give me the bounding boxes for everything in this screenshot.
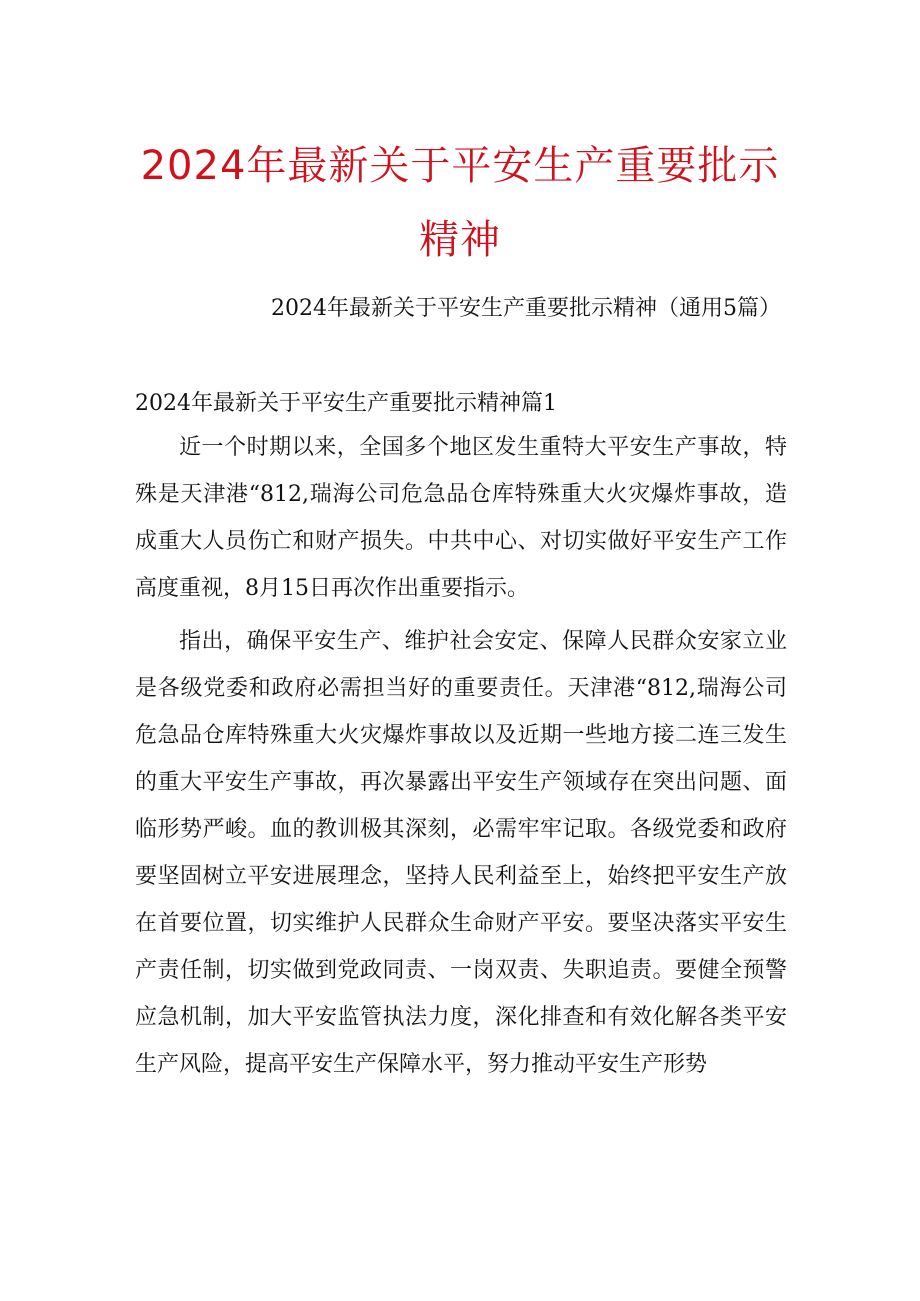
document-subtitle: [135, 285, 787, 332]
document-title-line2: 精神: [419, 217, 501, 263]
paragraph-2: 指出，确保平安生产、维护社会安定、保障人民群众安家立业是各级党委和政府必需担当好的重要责任。天津港“812,瑞海公司危急品仓库特殊重大火灾爆炸事故以及近期一些地方接二连三发生的重大平安生产事故，再次暴露出平安生产领域存在突出问题、面临形势严峻。血的教训极其深刻，必需牢牢记取。各级党委和政府要坚固树立平安进展理念，坚持人民利益至上，始终把平安生产放在首要位置，切实维护人民群众生命财产平安。要坚决落实平安生产责任制，切实做到党政同责、一岗双责、失职追责。要健全预警应急机制，加大平安监管执法力度，深化排查和有效化解各类平安生产风险，提高平安生产保障水平，努力推动平安生产形势: [135, 629, 787, 1077]
subtitle-text: 2024年最新关于平安生产重要批示精神（通用5篇）: [271, 296, 781, 321]
paragraph-1: 近一个时期以来，全国多个地区发生重特大平安生产事故，特殊是天津港“812,瑞海公司危急品仓库特殊重大火灾爆炸事故，造成重大人员伤亡和财产损失。中共中心、对切实做好平安生产工作高度重视，8月15日再次作出重要指示。: [135, 435, 787, 601]
section-heading: 2024年最新关于平安生产重要批示精神篇1: [135, 391, 557, 416]
document-title-line1: 2024年最新关于平安生产重要批示: [140, 143, 780, 189]
